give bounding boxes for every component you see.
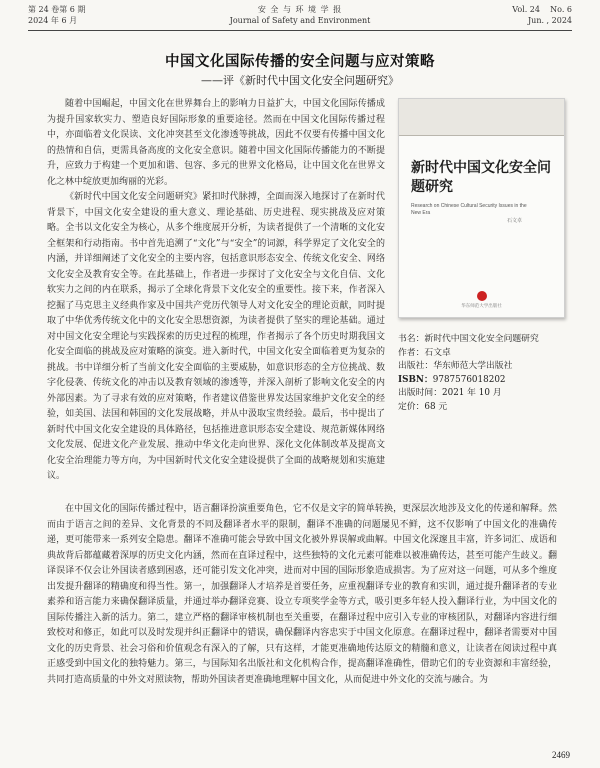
- paragraph-book-review: 《新时代中国文化安全问题研究》紧扣时代脉搏，全面而深入地探讨了在新时代背景下，中国文化安全建设的重大意义、理论基础、历史进程、现实挑战及应对策略。全书以文化安全为核心，从多个维度展开分析，为读者提供了一个清晰的文化安全框架和行动指南。书中首先追溯了“文化”与“安全”的词源，科学界定了文化安全的内涵，并详细阐述了文化安全的主要内容，包括意识形态安全、传统文化安全、网络文化安全及教育安全等。在此基础上，作者进一步探讨了文化安全与文化自信、文化软实力之间的内在联系，揭示了全球化背景下文化安全的重要性。接下来，作者深入挖掘了马克思主义经典作家及中国共产党历代领导人对文化安全的理论贡献，同时提取了中华优秀传统文化中的文化安全思想资源，为读者提供了坚实的理论基础。通过对中国文化安全理论与实践探索的历史过程的梳理，作者揭示了各个历史时期我国文化安全面临的挑战及应对策略的演变。进入新时代，中国文化安全面临着更为复杂的挑战。书中详细分析了当前文化安全面临的主要威胁，如意识形态的全方位挑战、数字化侵袭、传统文化的冲击以及教育领域的渗透等，并深入剖析了影响文化安全的内外部因素。为了寻求有效的应对策略，作者建议借鉴世界发达国家维护文化安全的经验，如美国、法国和韩国的文化发展战略，并从中汲取宝贵经验。最后，书中提出了新时代中国文化安全建设的具体路径，包括推进意识形态安全建设、规范新媒体网络文化发展、促进文化产业发展、推动中华文化走向世界、深化文化体制改革及提高文化安全治理能力等方向，为中国新时代文化安全建设提供了全面的战略规划和实施建议。: [47, 192, 385, 481]
- running-header: [28, 4, 572, 32]
- header-divider: [28, 30, 572, 31]
- book-info-date: 出版时间：2021 年 10 月: [398, 388, 502, 398]
- date-en: Jun. , 2024: [527, 16, 572, 25]
- cover-author: 石文卓: [507, 218, 523, 224]
- book-info: [398, 333, 568, 414]
- book-info-price: 定价：68 元: [398, 401, 448, 412]
- page-number: 2469: [552, 750, 570, 760]
- book-info-author: 作者：石文卓: [398, 347, 451, 358]
- journal-name-en: Journal of Safety and Environment: [229, 16, 371, 25]
- paragraph-intro: 随着中国崛起，中国文化在世界舞台上的影响力日益扩大，中国文化国际传播成为提升国家软实力、塑造良好国际形象的重要途径。然而在中国文化国际传播过程中，亦面临着文化误读、文化冲突甚至文化渗透等挑战，因此不仅要有传播中国文化的热情和自信，更需具备高度的文化安全意识。随着中国文化国际传播能力的不断提升，应致力于构建一个更加和谐、包容、多元的世界文化格局，让中国文化在世界文化之林中绽放更加绚丽的光彩。: [47, 99, 385, 187]
- cover-top-band: [399, 99, 564, 135]
- header-right: [512, 4, 572, 26]
- cover-english-title: Research on Chinese Cultural Security Issues in the New Era: [411, 203, 527, 216]
- cover-publisher: 华东师范大学出版社: [461, 304, 502, 309]
- book-info-title: 书名：新时代中国文化安全问题研究: [398, 334, 539, 344]
- body-column-left: [47, 97, 385, 516]
- book-info-publisher: 出版社：华东师范大学出版社: [398, 361, 513, 371]
- article-subtitle: ——评《新时代中国文化安全问题研究》: [201, 74, 399, 87]
- cover-title: 新时代中国文化安全问题研究: [411, 160, 551, 195]
- body-column-full: [47, 502, 557, 750]
- volume-cn: 第 24 卷第 6 期: [28, 5, 86, 14]
- book-info-isbn: ISBN：9787576018202: [398, 374, 506, 385]
- book-cover-image: [398, 98, 565, 318]
- cover-divider: [399, 135, 564, 136]
- header-center: [28, 4, 572, 26]
- paragraph-translation: 在中国文化的国际传播过程中，语言翻译扮演重要角色，它不仅是文字的简单转换，更深层次地涉及文化的传递和解释。然而由于语言之间的差异、文化背景的不同及翻译者水平的限制，翻译不准确的问题屡见不鲜，这不仅影响了中国文化的准确传递，更可能带来一系列安全隐患。翻译不准确可能会导致中国文化被外界误解或曲解。中国文化深邃且丰富，许多词汇、成语和典故背后都蕴藏着深厚的历史文化内涵，然而在直译过程中，这些独特的文化元素可能难以被准确传达，甚至可能产生歧义。翻译误译不仅会让外国读者感到困惑，还可能引发文化冲突，进而对中国的国际形象造成损害。为了应对这一问题，可从多个维度出发提升翻译的精确度和得当性。第一，加强翻译人才培养是首要任务，应重视翻译专业的教育和实训，通过提升翻译者的专业素养和语言能力来确保翻译质量，并通过举办翻译竞赛、设立专项奖学金等方式，吸引更多年轻人投入翻译行业，为中国文化的国际传播注入新的活力。第二，建立严格的翻译审核机制也至关重要，在翻译过程中应引入专业的审核团队，对翻译内容进行细致校对和修正，如此可以及时发现并纠正翻译中的错误，确保翻译内容忠实于中国文化原意。在翻译过程中，翻译者需要对中国文化的历史背景、社会习俗和价值观念有深入的了解，只有这样，才能更准确地传达原文的精髓和意义，让读者在阅读过程中真正感受到中国文化的独特魅力。第三，与国际知名出版社和文化机构合作，提高翻译准确性，借助它们的专业资源和丰富经验，共同打造高质量的中外文对照读物，帮助外国读者更准确地理解中国文化，从而促进中外文化的交流与融合。为: [47, 504, 557, 685]
- volume-en: Vol. 24 No. 6: [512, 5, 572, 14]
- date-cn: 2024 年 6 月: [28, 16, 78, 25]
- article-title: 中国文化国际传播的安全问题与应对策略: [165, 54, 435, 70]
- publisher-logo-icon: [477, 291, 487, 301]
- journal-name-cn: 安 全 与 环 境 学 报: [257, 5, 343, 14]
